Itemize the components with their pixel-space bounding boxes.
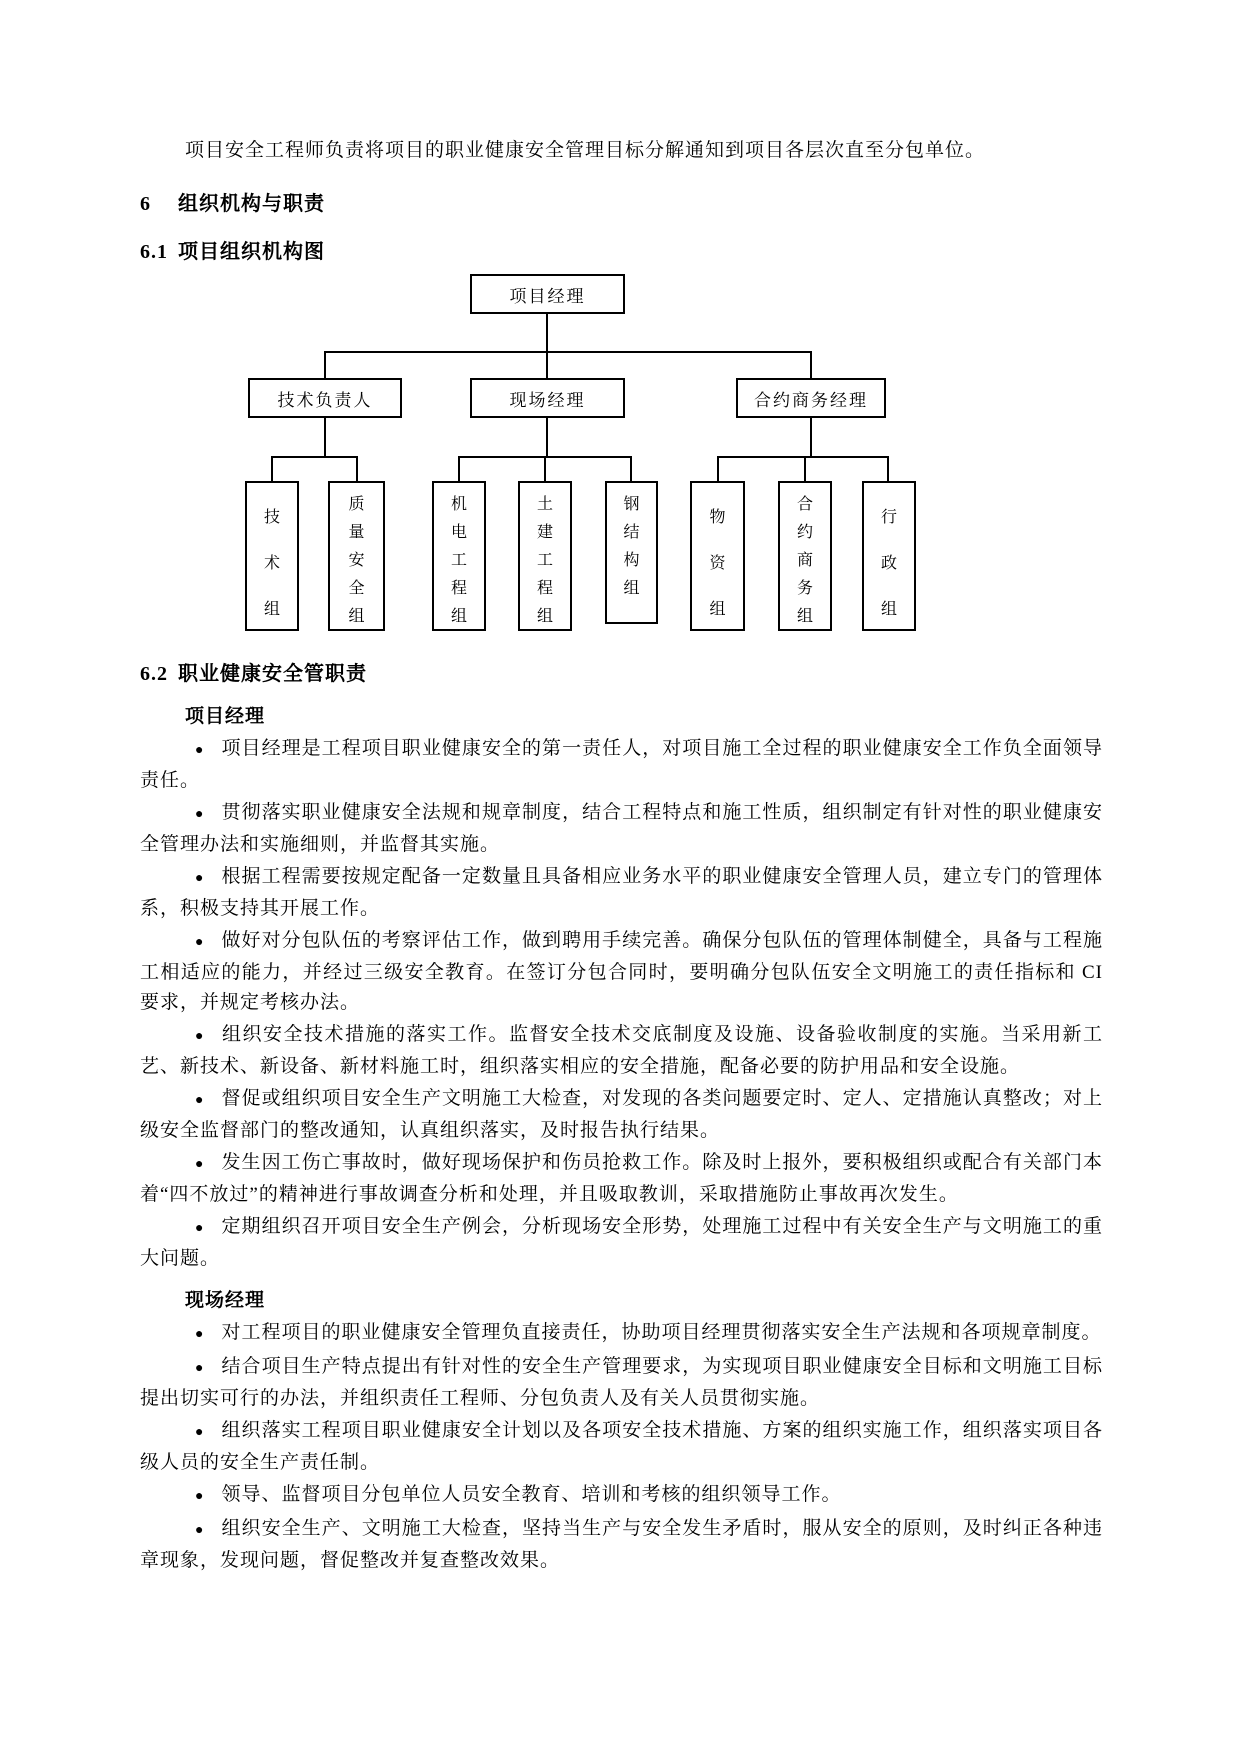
connector-line xyxy=(804,456,806,481)
bullet-icon: ● xyxy=(195,1523,204,1538)
bullet-icon: ● xyxy=(195,1093,204,1108)
bullet-item xyxy=(140,1416,1103,1478)
org-box-label: 技术组 xyxy=(263,509,280,618)
connector-line xyxy=(717,456,719,481)
org-box-label: 合约商务组 xyxy=(796,496,813,625)
org-box-contract-commerce-group xyxy=(778,481,832,631)
bullet-item xyxy=(140,1212,1103,1274)
bullet-text: 对工程项目的职业健康安全管理负直接责任，协助项目经理贯彻落实安全生产法规和各项规章制度。 xyxy=(221,1322,1102,1343)
bullet-icon: ● xyxy=(195,1029,204,1044)
org-box-civil-engineering-group xyxy=(518,481,572,631)
section-number: 6.2 xyxy=(140,663,168,685)
bullet-icon: ● xyxy=(195,1221,204,1236)
bullet-icon: ● xyxy=(195,1425,204,1440)
org-box-site-manager: 现场经理 xyxy=(470,378,625,418)
connector-line xyxy=(717,456,889,458)
connector-line xyxy=(546,351,548,378)
org-box-project-manager: 项目经理 xyxy=(470,274,625,314)
section-title: 职业健康安全管职责 xyxy=(178,663,367,685)
bullet-item xyxy=(140,1084,1103,1146)
document-content xyxy=(140,0,1103,1578)
bullet-text: 发生因工伤亡事故时，做好现场保护和伤员抢救工作。除及时上报外，要积极组织或配合有关部门本着“四不放过”的精神进行事故调查分析和处理，并且吸取教训，采取措施防止事故再次发生。 xyxy=(140,1152,1103,1205)
org-box-label: 土建工程组 xyxy=(536,496,553,625)
org-box-quality-safety-group xyxy=(328,481,385,631)
bullet-icon: ● xyxy=(195,935,204,950)
bullet-item xyxy=(140,1020,1103,1082)
org-box-materials-group xyxy=(690,481,745,631)
section-number: 6.1 xyxy=(140,241,168,263)
bullet-item xyxy=(140,1318,1103,1350)
bullet-icon: ● xyxy=(195,743,204,758)
connector-line xyxy=(630,456,632,481)
connector-line xyxy=(810,351,812,378)
connector-line xyxy=(810,418,812,456)
connector-line xyxy=(458,456,460,481)
section-heading-6 xyxy=(140,188,1103,220)
bullet-icon: ● xyxy=(195,1327,204,1342)
section-number: 6 xyxy=(140,193,151,215)
bullet-item xyxy=(140,1480,1103,1512)
bullet-item xyxy=(140,798,1103,860)
bullet-item xyxy=(140,1514,1103,1576)
connector-line xyxy=(887,456,889,481)
bullet-item xyxy=(140,1352,1103,1414)
bullet-item xyxy=(140,862,1103,924)
bullet-text: 领导、监督项目分包单位人员安全教育、培训和考核的组织领导工作。 xyxy=(221,1484,842,1505)
bullet-text: 贯彻落实职业健康安全法规和规章制度，结合工程特点和施工性质，组织制定有针对性的职业健康安全管理办法和实施细则，并监督其实施。 xyxy=(140,802,1103,855)
bullet-icon: ● xyxy=(195,871,204,886)
bullet-icon: ● xyxy=(195,1489,204,1504)
org-box-label: 钢结构组 xyxy=(623,496,640,597)
section-heading-6-2 xyxy=(140,658,1103,690)
org-chart xyxy=(140,268,1103,646)
bullet-text: 组织落实工程项目职业健康安全计划以及各项安全技术措施、方案的组织实施工作，组织落实项目各级人员的安全生产责任制。 xyxy=(140,1420,1103,1473)
intro-paragraph: 项目安全工程师负责将项目的职业健康安全管理目标分解通知到项目各层次直至分包单位。 xyxy=(185,140,986,161)
bullet-icon: ● xyxy=(195,807,204,822)
section-title: 项目组织机构图 xyxy=(178,241,325,263)
section-heading-6-1 xyxy=(140,236,1103,268)
bullet-item xyxy=(140,926,1103,1018)
org-box-mech-elec-engineering-group xyxy=(432,481,486,631)
bullet-text: 项目经理是工程项目职业健康安全的第一责任人，对项目施工全过程的职业健康安全工作负全面领导责任。 xyxy=(140,738,1103,791)
bullet-text: 定期组织召开项目安全生产例会，分析现场安全形势，处理施工过程中有关安全生产与文明施工的重大问题。 xyxy=(140,1216,1103,1269)
section-title: 组织机构与职责 xyxy=(178,193,325,215)
bullet-text: 组织安全生产、文明施工大检查，坚持当生产与安全发生矛盾时，服从安全的原则，及时纠正各种违章现象，发现问题，督促整改并复查整改效果。 xyxy=(140,1518,1103,1571)
bullet-text: 结合项目生产特点提出有针对性的安全生产管理要求，为实现项目职业健康安全目标和文明施工目标提出切实可行的办法，并组织责任工程师、分包负责人及有关人员贯彻实施。 xyxy=(140,1356,1103,1409)
org-box-technology-group xyxy=(245,481,299,631)
org-box-contract-commerce-manager: 合约商务经理 xyxy=(736,378,886,418)
connector-line xyxy=(356,456,358,481)
role-heading-project-manager: 项目经理 xyxy=(185,706,266,727)
connector-line xyxy=(546,314,548,351)
connector-line xyxy=(544,456,546,481)
org-box-admin-group xyxy=(862,481,916,631)
bullet-text: 督促或组织项目安全生产文明施工大检查，对发现的各类问题要定时、定人、定措施认真整改；对上级安全监督部门的整改通知，认真组织落实，及时报告执行结果。 xyxy=(140,1088,1103,1141)
bullet-icon: ● xyxy=(195,1157,204,1172)
connector-line xyxy=(324,351,812,353)
connector-line xyxy=(324,351,326,378)
bullet-icon: ● xyxy=(195,1361,204,1376)
org-box-label: 机电工程组 xyxy=(450,496,467,625)
org-box-steel-structure-group xyxy=(605,481,658,624)
org-box-label: 质量安全组 xyxy=(348,496,365,625)
bullet-text: 根据工程需要按规定配备一定数量且具备相应业务水平的职业健康安全管理人员，建立专门的管理体系，积极支持其开展工作。 xyxy=(140,866,1103,919)
connector-line xyxy=(271,456,358,458)
org-box-label: 行政组 xyxy=(880,509,897,618)
connector-line xyxy=(271,456,273,481)
role-heading-site-manager: 现场经理 xyxy=(185,1290,266,1311)
bullet-item xyxy=(140,734,1103,796)
connector-line xyxy=(546,418,548,456)
org-box-label: 物资组 xyxy=(709,509,726,618)
bullet-text: 组织安全技术措施的落实工作。监督安全技术交底制度及设施、设备验收制度的实施。当采用新工艺、新技术、新设备、新材料施工时，组织落实相应的安全措施，配备必要的防护用品和安全设施。 xyxy=(140,1024,1103,1077)
bullet-item xyxy=(140,1148,1103,1210)
org-box-technical-director: 技术负责人 xyxy=(248,378,402,418)
bullet-text: 做好对分包队伍的考察评估工作，做到聘用手续完善。确保分包队伍的管理体制健全，具备与工程施工相适应的能力，并经过三级安全教育。在签订分包合同时，要明确分包队伍安全文明施工的责任指标和 CI 要求，并规定考核办法。 xyxy=(140,930,1103,1013)
connector-line xyxy=(324,418,326,456)
